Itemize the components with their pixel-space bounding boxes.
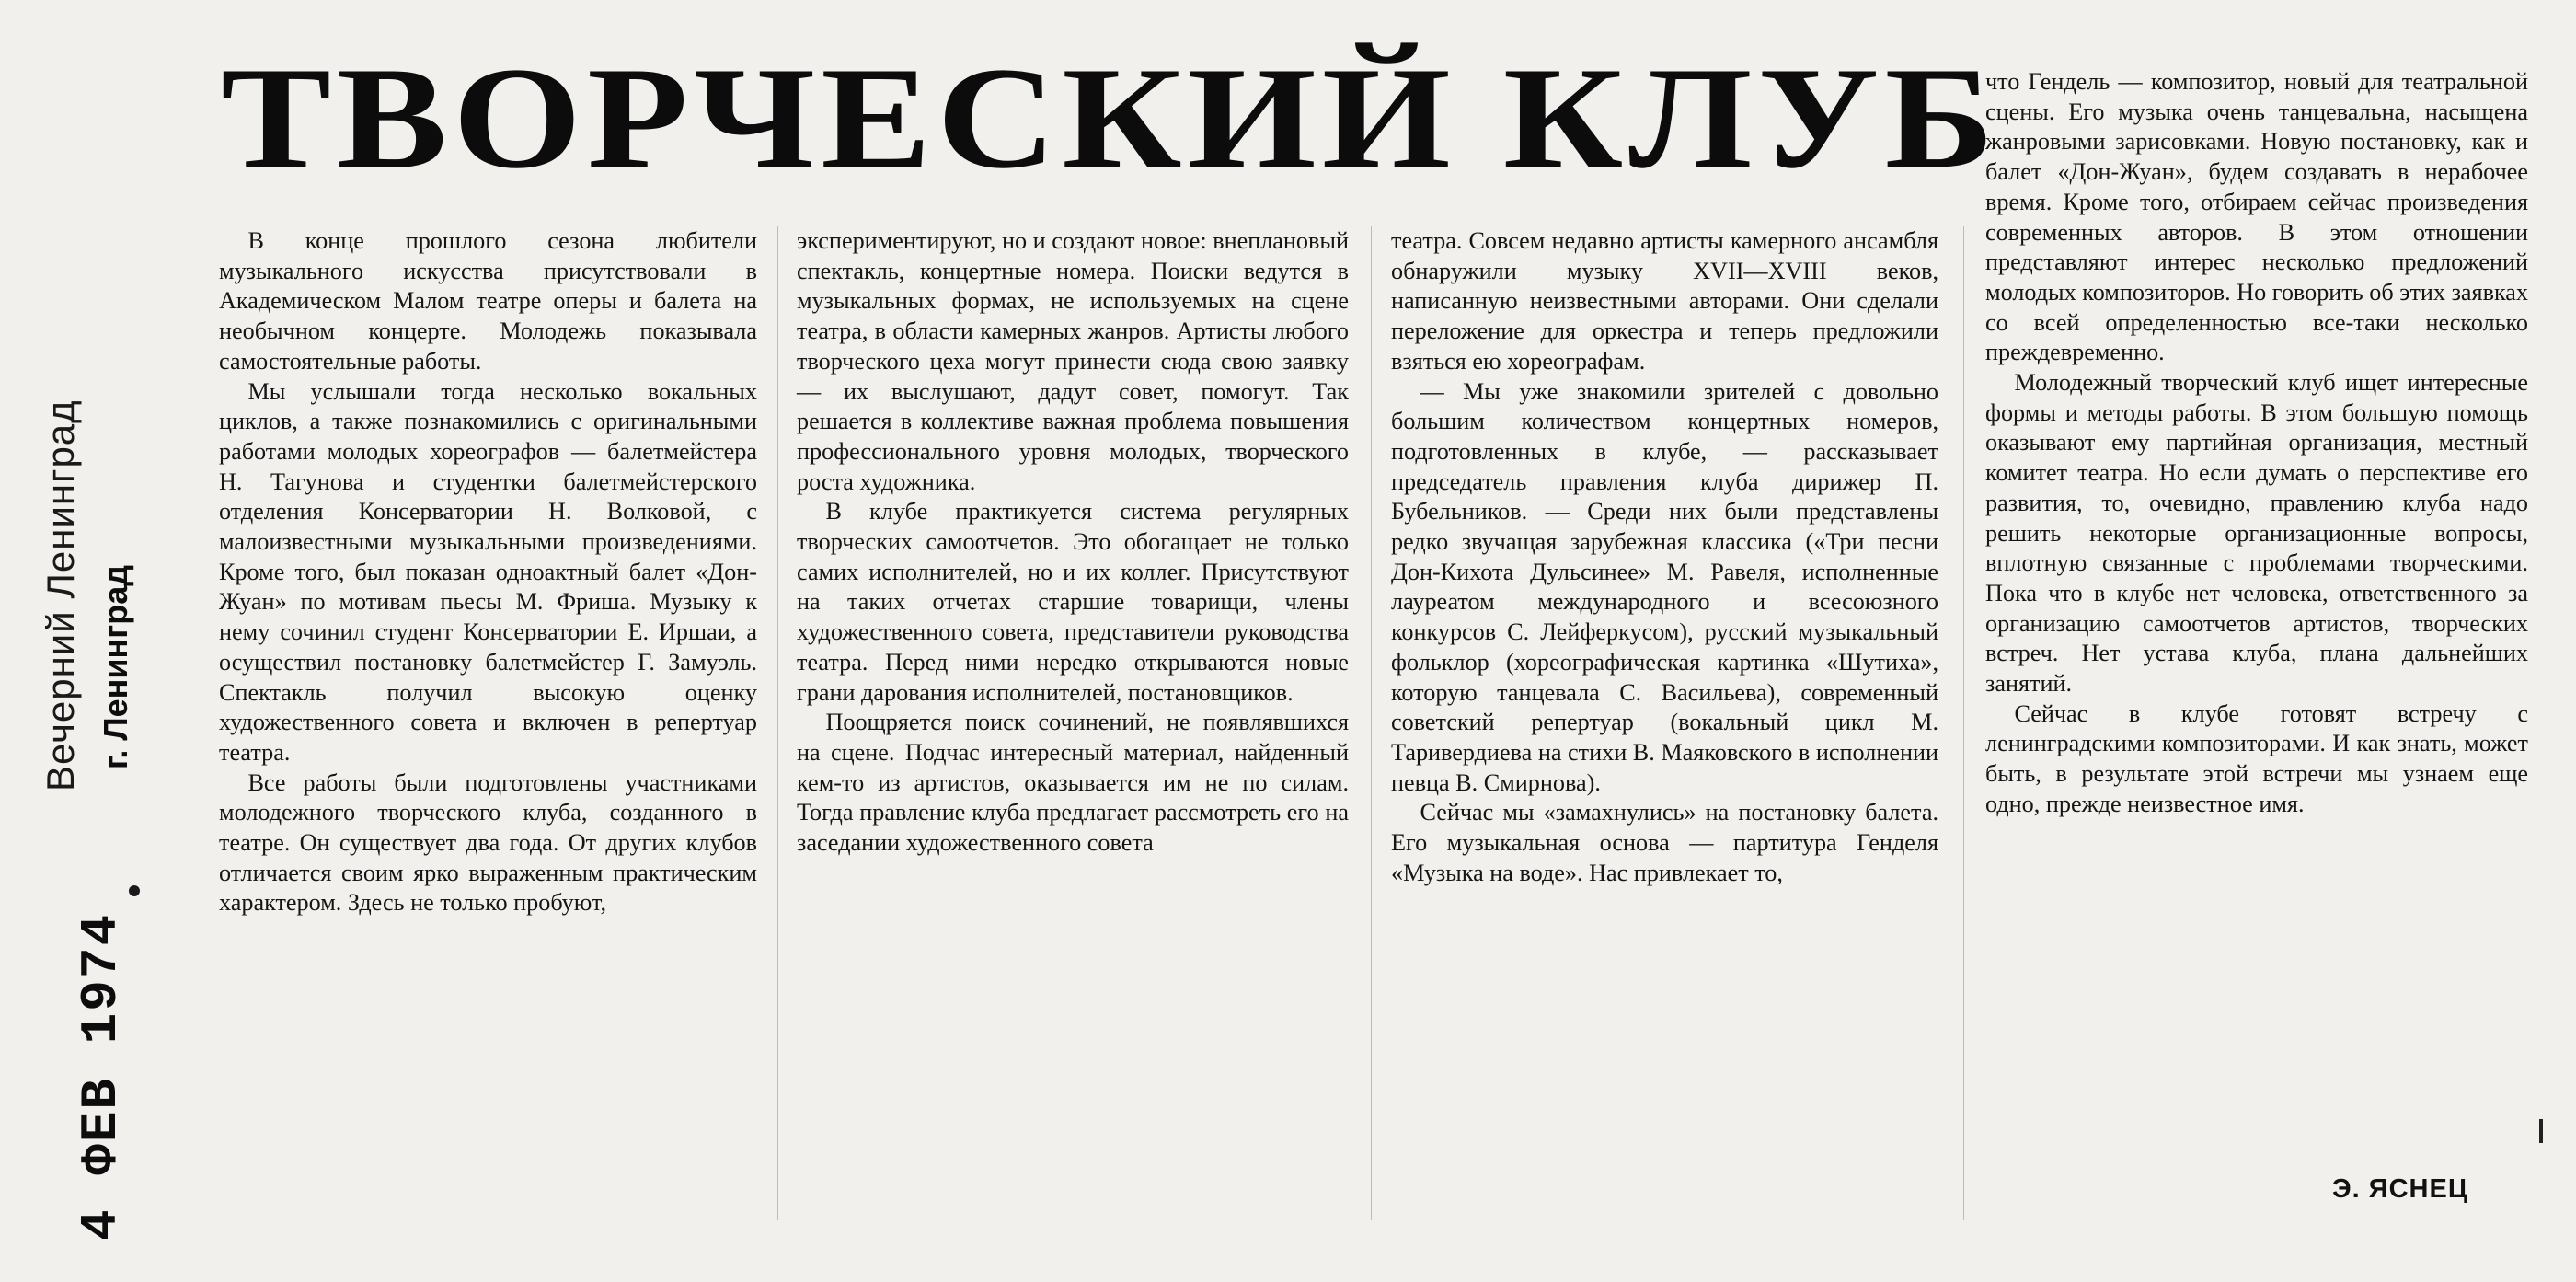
paragraph: Поощряется поиск сочинений, не появлявшихся на сцене. Подчас интересный материал, найденный кем-то из артистов, оказывается им не по силам. Тогда правление клуба предлагает рассмотреть его на заседании художественного совета <box>797 709 1349 857</box>
article-column-4 <box>1985 67 2528 820</box>
article-title: ТВОРЧЕСКИЙ КЛУБ <box>221 37 2000 199</box>
column-divider <box>777 226 778 1220</box>
paragraph: Сейчас мы «замахнулись» на постановку балета. Его музыкальная основа — партитура Генделя «Музыка на воде». Нас привлекает то, <box>1391 799 1938 886</box>
paragraph: В клубе практикуется система регулярных творческих самоотчетов. Это обогащает не только самих исполнителей, но и их коллег. Присутствуют на таких отчетах старшие товарищи, члены художественного совета, представители руководства театра. Перед ними нередко открываются новые грани дарования исполнителей, постановщиков. <box>797 498 1349 706</box>
paragraph: экспериментируют, но и создают новое: внеплановый спектакль, концертные номера. Поиски ведутся в музыкальных формах, не используемых на сцене театра, в области камерных жанров. Артисты любого творческого цеха могут принести сюда свою заявку — их выслушают, дадут совет, помогут. Так решается в коллективе важная проблема повышения профессионального уровня молодых, творческого роста художника. <box>797 227 1349 495</box>
article-column-1 <box>219 226 757 918</box>
paragraph: Все работы были подготовлены участниками молодежного творческого клуба, созданного в театре. Он существует два года. От других клубов отличается своим ярко выраженным практическим характером. Здесь не только пробуют, <box>219 768 757 917</box>
article-column-2 <box>797 226 1349 859</box>
paragraph: В конце прошлого сезона любители музыкального искусства присутствовали в Академическом Малом театре оперы и балета на необычном концерте. Молодежь показывала самостоятельные работы. <box>219 227 757 375</box>
paragraph: Сейчас в клубе готовят встречу с ленинградскими композиторами. И как знать, может быть, в результате этой встречи мы узнаем еще одно, прежде неизвестное имя. <box>1985 699 2528 817</box>
author-signature: Э. ЯСНЕЦ <box>2332 1174 2469 1204</box>
stamp-dot <box>129 885 140 896</box>
date-stamp: 4 ФЕВ 1974 <box>72 912 131 1241</box>
paragraph: театра. Совсем недавно артисты камерного ансамбля обнаружили музыку XVII—XVIII веков, написанную неизвестными авторами. Они сделали переложение для оркестра и теперь предложили взяться ею хореографам. <box>1391 227 1938 375</box>
column-divider <box>1963 226 1964 1220</box>
paragraph: Мы услышали тогда несколько вокальных циклов, а также познакомились с оригинальными работами молодых хореографов — балетмейстера Н. Тагунова и студентки балетмейстерского отделения Консерватории Н. Волковой, с малоизвестными музыкальными произведениями. Кроме того, был показан одноактный балет «Дон-Жуан» по мотивам пьесы М. Фриша. Музыку к нему сочинил студент Консерватории Е. Иршаи, а осуществил постановку балетмейстер Г. Замуэль. Спектакль получил высокую оценку художественного совета и включен в репертуар театра. <box>219 377 757 766</box>
article-column-3 <box>1391 226 1938 888</box>
city-stamp: г. Ленинград <box>97 564 134 769</box>
paragraph: Молодежный творческий клуб ищет интересные формы и методы работы. В этом большую помощь оказывают ему партийная организация, местный комитет театра. Но если думать о перспективе его развития, то, очевидно, правлению клуба надо решить некоторые организационные вопросы, вплотную связанные с проблемами творческими. Пока что в клубе нет человека, ответственного за организацию самоотчетов артистов, творческих встреч. Нет устава клуба, плана дальнейших занятий. <box>1985 369 2528 698</box>
paragraph: — Мы уже знакомили зрителей с довольно большим количеством концертных номеров, подготовленных в клубе, — рассказывает председатель правления клуба дирижер П. Бубельников. — Среди них были представлены редко звучащая зарубежная классика («Три песни Дон-Кихота Дульсинее» М. Равеля, исполненные лауреатом международного и всесоюзного конкурсов С. Лейферкусом), русский музыкальный фольклор (хореографическая картинка «Шутиха», которую танцевала С. Васильева), современный советский репертуар (вокальный цикл М. Таривердиева на стихи В. Маяковского в исполнении певца В. Смирнова). <box>1391 377 1938 796</box>
paragraph: что Гендель — композитор, новый для театральной сцены. Его музыка очень танцевальна, насыщена жанровыми зарисовками. Новую постановку, как и балет «Дон-Жуан», будем создавать в нерабочее время. Кроме того, отбираем сейчас произведения современных авторов. В этом отношении представляют интерес несколько предложений молодых композиторов. Но говорить об этих заявках со всей определенностью все-таки несколько преждевременно. <box>1985 68 2528 366</box>
publication-stamp: Вечерний Ленинград <box>39 399 82 791</box>
column-divider <box>1371 226 1372 1220</box>
scan-mark <box>2539 1119 2543 1143</box>
